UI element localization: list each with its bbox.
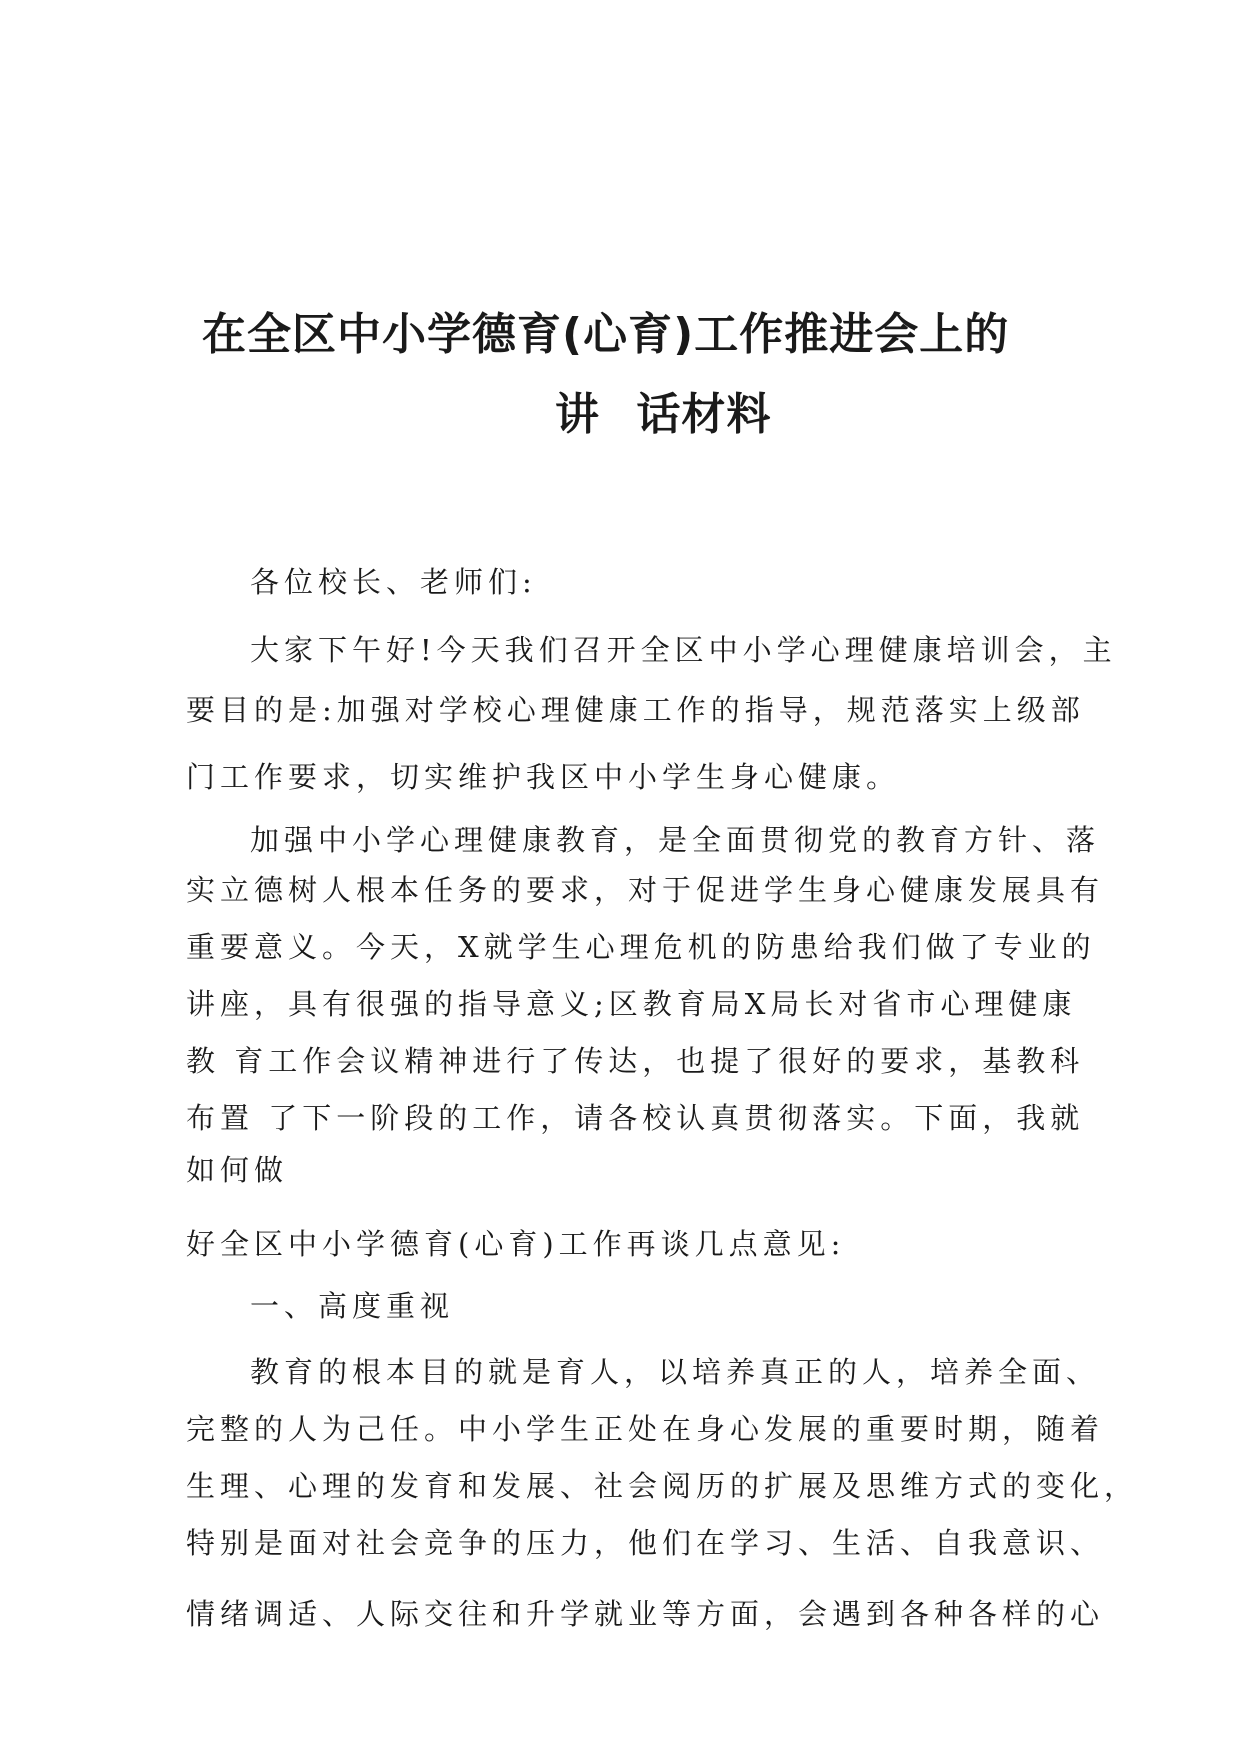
paragraph-line: 教 育工作会议精神进行了传达，也提了很好的要求，基教科: [186, 1044, 1085, 1078]
paragraph-line: 加强中小学心理健康教育，是全面贯彻党的教育方针、落: [250, 823, 1101, 857]
paragraph-line: 要目的是:加强对学校心理健康工作的指导，规范落实上级部: [186, 693, 1085, 727]
paragraph-line: 实立德树人根本任务的要求，对于促进学生身心健康发展具有: [186, 873, 1105, 907]
paragraph-line: 门工作要求，切实维护我区中小学生身心健康。: [186, 760, 901, 794]
paragraph-line: 特别是面对社会竞争的压力，他们在学习、生活、自我意识、: [186, 1526, 1105, 1560]
paragraph-line: 教育的根本目的就是育人，以培养真正的人，培养全面、: [250, 1355, 1101, 1389]
paragraph-line: 重要意义。今天，X就学生心理危机的防患给我们做了专业的: [186, 930, 1096, 964]
document-title-line-2: 讲 话材料: [555, 389, 772, 440]
paragraph-line: 大家下午好!今天我们召开全区中小学心理健康培训会，主: [250, 633, 1117, 667]
paragraph-line: 情绪调适、人际交往和升学就业等方面，会遇到各种各样的心: [186, 1597, 1105, 1631]
paragraph-line: 好全区中小学德育(心育)工作再谈几点意见:: [186, 1227, 846, 1261]
paragraph-line: 布置 了下一阶段的工作，请各校认真贯彻落实。下面，我就: [186, 1101, 1085, 1135]
paragraph-line: 如何做: [186, 1153, 289, 1187]
paragraph-line: 讲座，具有很强的指导意义;区教育局X局长对省市心理健康: [186, 987, 1077, 1021]
paragraph-line: 完整的人为己任。中小学生正处在身心发展的重要时期，随着: [186, 1412, 1105, 1446]
document-title-line-1: 在全区中小学德育(心育)工作推进会上的: [202, 309, 1010, 360]
salutation: 各位校长、老师们:: [250, 565, 537, 599]
section-heading: 一、高度重视: [250, 1289, 455, 1323]
paragraph-line: 生理、心理的发育和发展、社会阅历的扩展及思维方式的变化，: [186, 1469, 1139, 1503]
